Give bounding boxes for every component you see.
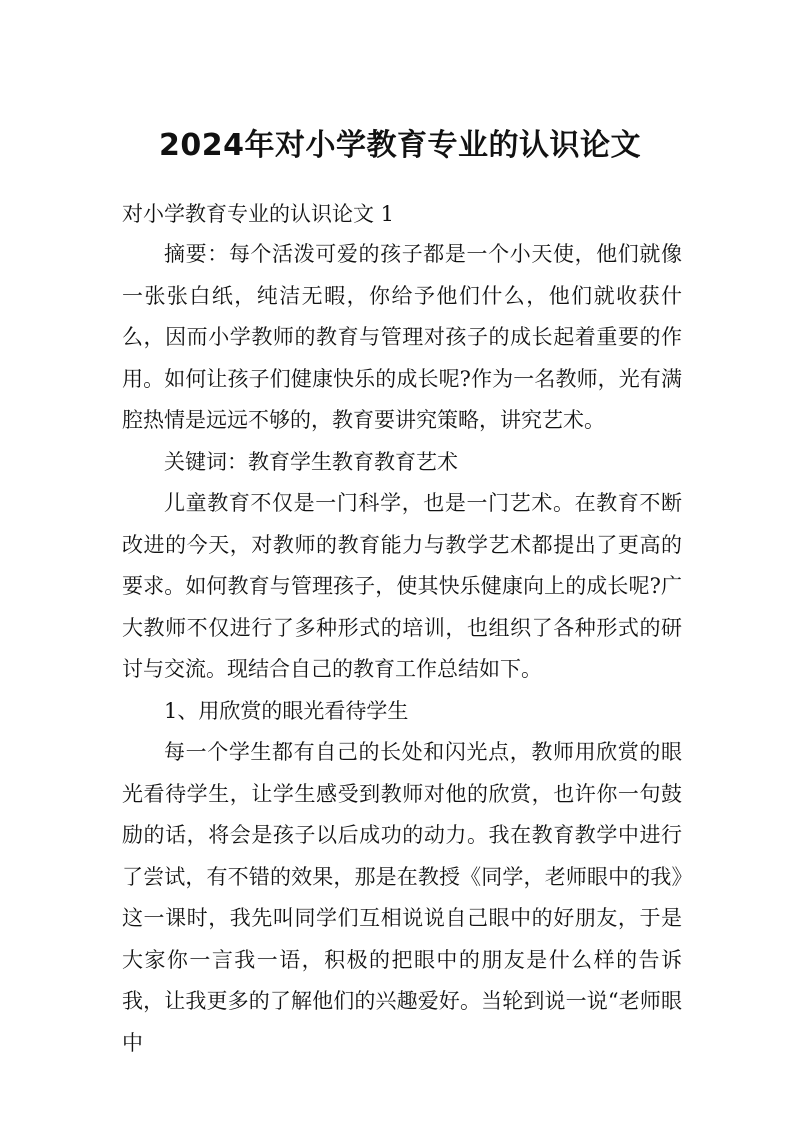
page-title: 2024年对小学教育专业的认识论文 xyxy=(159,128,641,163)
intro-paragraph: 儿童教育不仅是一门科学，也是一门艺术。在教育不断改进的今天，对教师的教育能力与教学艺术都提出了更高的要求。如何教育与管理孩子，使其快乐健康向上的成长呢?广大教师不仅进行了多种形式的培训，也组织了各种形式的研讨与交流。现结合自己的教育工作总结如下。 xyxy=(122,491,682,681)
document-body xyxy=(122,234,682,1064)
section-paragraph: 每一个学生都有自己的长处和闪光点，教师用欣赏的眼光看待学生，让学生感受到教师对他的欣赏，也许你一句鼓励的话，将会是孩子以后成功的动力。我在教育教学中进行了尝试，有不错的效果，那是在教授《同学，老师眼中的我》这一课时，我先叫同学们互相说说自己眼中的好朋友，于是大家你一言我一语，积极的把眼中的朋友是什么样的告诉我，让我更多的了解他们的兴趣爱好。当轮到说一说“老师眼中 xyxy=(122,740,682,1055)
keywords-paragraph: 关键词：教育学生教育教育艺术 xyxy=(164,449,458,474)
section-heading: 1、用欣赏的眼光看待学生 xyxy=(164,698,409,723)
section-subtitle: 对小学教育专业的认识论文 1 xyxy=(122,202,395,226)
abstract-paragraph: 摘要：每个活泼可爱的孩子都是一个小天使，他们就像一张张白纸，纯洁无暇，你给予他们什么，他们就收获什么，因而小学教师的教育与管理对孩子的成长起着重要的作用。如何让孩子们健康快乐的成长呢?作为一名教师，光有满腔热情是远远不够的，教育要讲究策略，讲究艺术。 xyxy=(122,242,682,432)
